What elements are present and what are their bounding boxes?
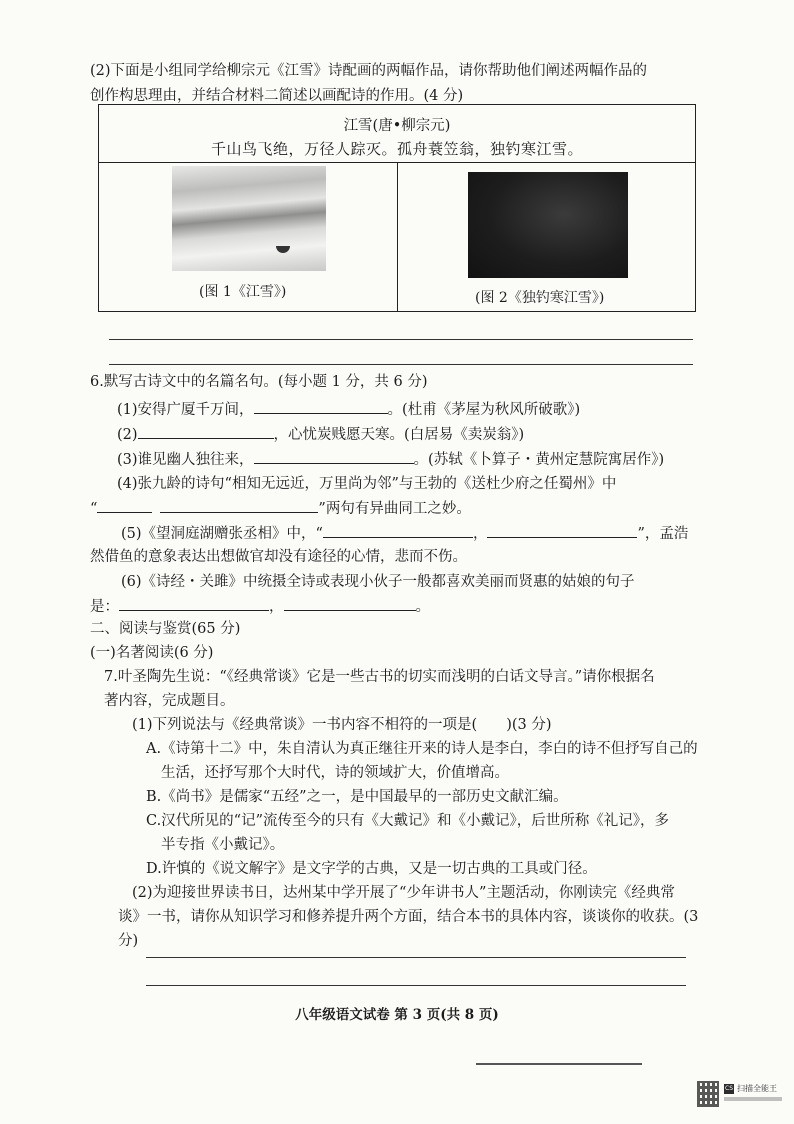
q6-item-2-suffix: ，心忧炭贱愿天寒。(白居易《卖炭翁》)	[273, 427, 525, 443]
answer-line[interactable]	[109, 364, 693, 365]
camscanner-logo-icon: CS	[725, 1085, 733, 1092]
answer-line[interactable]	[146, 957, 686, 958]
q7-1-option-c-line1[interactable]: C.汉代所见的“记”流传至今的只有《大戴记》和《小戴记》，后世所称《礼记》，多	[146, 813, 670, 829]
q6-item-4-line2	[90, 498, 471, 519]
q7-1-question: (1)下列说法与《经典常谈》一书内容不相符的一项是( )(3 分)	[132, 717, 552, 733]
q5-2-line2: 创作构思理由，并结合材料二简述以画配诗的作用。(4 分)	[90, 88, 464, 104]
caption-figure-1: (图 1《江雪》)	[199, 284, 287, 300]
q6-blank-5a[interactable]	[323, 523, 473, 538]
camscanner-subtext	[724, 1097, 782, 1101]
q6-item-6-prefix: 是：	[90, 599, 119, 615]
poem-table	[98, 104, 696, 312]
q7-line2: 著内容，完成题目。	[104, 693, 235, 709]
qr-code-icon	[697, 1081, 719, 1107]
q7-2-line1: (2)为迎接世界读书日，达州某中学开展了“少年讲书人”主题活动，你刚读完《经典常	[132, 885, 675, 901]
q6-item-6-comma: ，	[269, 599, 284, 615]
q6-item-1-prefix: (1)安得广厦千万间，	[117, 402, 254, 418]
q5-2-line1: (2)下面是小组同学给柳宗元《江雪》诗配画的两幅作品，请你帮助他们阐述两幅作品的	[90, 63, 648, 79]
q6-item-6-line1: (6)《诗经・关雎》中统摄全诗或表现小伙子一般都喜欢美丽而贤惠的姑娘的句子	[121, 574, 635, 590]
q6-item-4-line1: (4)张九龄的诗句“相知无远近，万里尚为邻”与王勃的《送杜少府之任蜀州》中	[117, 476, 617, 492]
camscanner-name: 扫描全能王	[737, 1084, 777, 1093]
q6-blank-6b[interactable]	[284, 596, 416, 611]
q6-item-5-comma: ，	[472, 526, 488, 542]
q7-2-line2: 谈》一书，请你从知识学习和修养提升两个方面，结合本书的具体内容，谈谈你的收获。(3	[118, 909, 699, 925]
painting-jiangxue-image	[172, 166, 326, 271]
q6-item-5-line1	[121, 523, 688, 544]
q6-item-2	[117, 424, 524, 445]
answer-line[interactable]	[146, 985, 686, 986]
q6-heading: 6.默写古诗文中的名篇名句。(每小题 1 分，共 6 分)	[90, 374, 428, 390]
q6-item-6-line2	[90, 596, 430, 617]
section-2-subheading: (一)名著阅读(6 分)	[90, 645, 214, 661]
q6-blank-4a[interactable]	[97, 498, 152, 513]
q6-item-1-suffix: 。(杜甫《茅屋为秋风所破歌》)	[387, 402, 581, 418]
q6-item-4-suffix: ”两句有异曲同工之妙。	[318, 501, 471, 517]
q6-item-4-quote-open: “	[90, 501, 98, 517]
q6-item-3	[117, 449, 664, 470]
q6-item-5-suffix: ”，孟浩	[637, 526, 689, 542]
section-2-heading: 二、阅读与鉴赏(65 分)	[90, 621, 241, 637]
scanner-watermark	[697, 1081, 785, 1109]
table-column-divider	[397, 162, 398, 311]
boat-icon	[276, 246, 290, 253]
q6-item-1	[117, 399, 580, 420]
q6-blank-1[interactable]	[254, 399, 388, 414]
page-footer: 八年级语文试卷 第 3 页(共 8 页)	[295, 1007, 499, 1023]
q6-item-5-prefix: (5)《望洞庭湖赠张丞相》中，“	[121, 526, 323, 542]
q7-2-line3: 分)	[118, 933, 139, 949]
q7-1-option-a-line2: 生活，还抒写那个大时代，诗的领域扩大，价值增高。	[161, 765, 509, 781]
q6-blank-6a[interactable]	[119, 596, 269, 611]
q7-line1: 7.叶圣陶先生说：“《经典常谈》它是一些古书的切实而浅明的白话文导言。”请你根据名	[104, 669, 655, 685]
q7-1-option-c-line2: 半专指《小戴记》。	[161, 837, 285, 853]
q6-item-2-prefix: (2)	[117, 427, 138, 443]
q6-blank-3[interactable]	[254, 449, 414, 464]
q7-1-option-d[interactable]: D.许慎的《说文解字》是文字学的古典，又是一切古典的工具或门径。	[146, 861, 597, 877]
q7-1-option-b[interactable]: B.《尚书》是儒家“五经”之一，是中国最早的一部历史文献汇编。	[146, 789, 568, 805]
painting-duodiao-image	[468, 172, 628, 278]
q6-item-6-end: 。	[415, 599, 430, 615]
q6-blank-4b[interactable]	[160, 498, 318, 513]
scan-smudge	[476, 1063, 642, 1065]
q6-item-5-line2: 然借鱼的意象表达出想做官却没有途径的心情，悲而不伤。	[90, 549, 467, 565]
caption-figure-2: (图 2《独钓寒江雪》)	[475, 290, 605, 306]
q6-blank-5b[interactable]	[487, 523, 637, 538]
q6-blank-2[interactable]	[138, 424, 274, 439]
q7-1-option-a-line1[interactable]: A.《诗第十二》中，朱自清认为真正继往开来的诗人是李白，李白的诗不但抒写自己的	[146, 741, 698, 757]
answer-line[interactable]	[109, 339, 693, 340]
poem-title: 江雪(唐•柳宗元)	[343, 118, 451, 134]
q6-item-3-prefix: (3)谁见幽人独往来，	[117, 452, 254, 468]
q6-item-3-suffix: 。(苏轼《卜算子・黄州定慧院寓居作》)	[413, 452, 665, 468]
poem-text: 千山鸟飞绝，万径人踪灭。孤舟蓑笠翁，独钓寒江雪。	[210, 140, 583, 158]
